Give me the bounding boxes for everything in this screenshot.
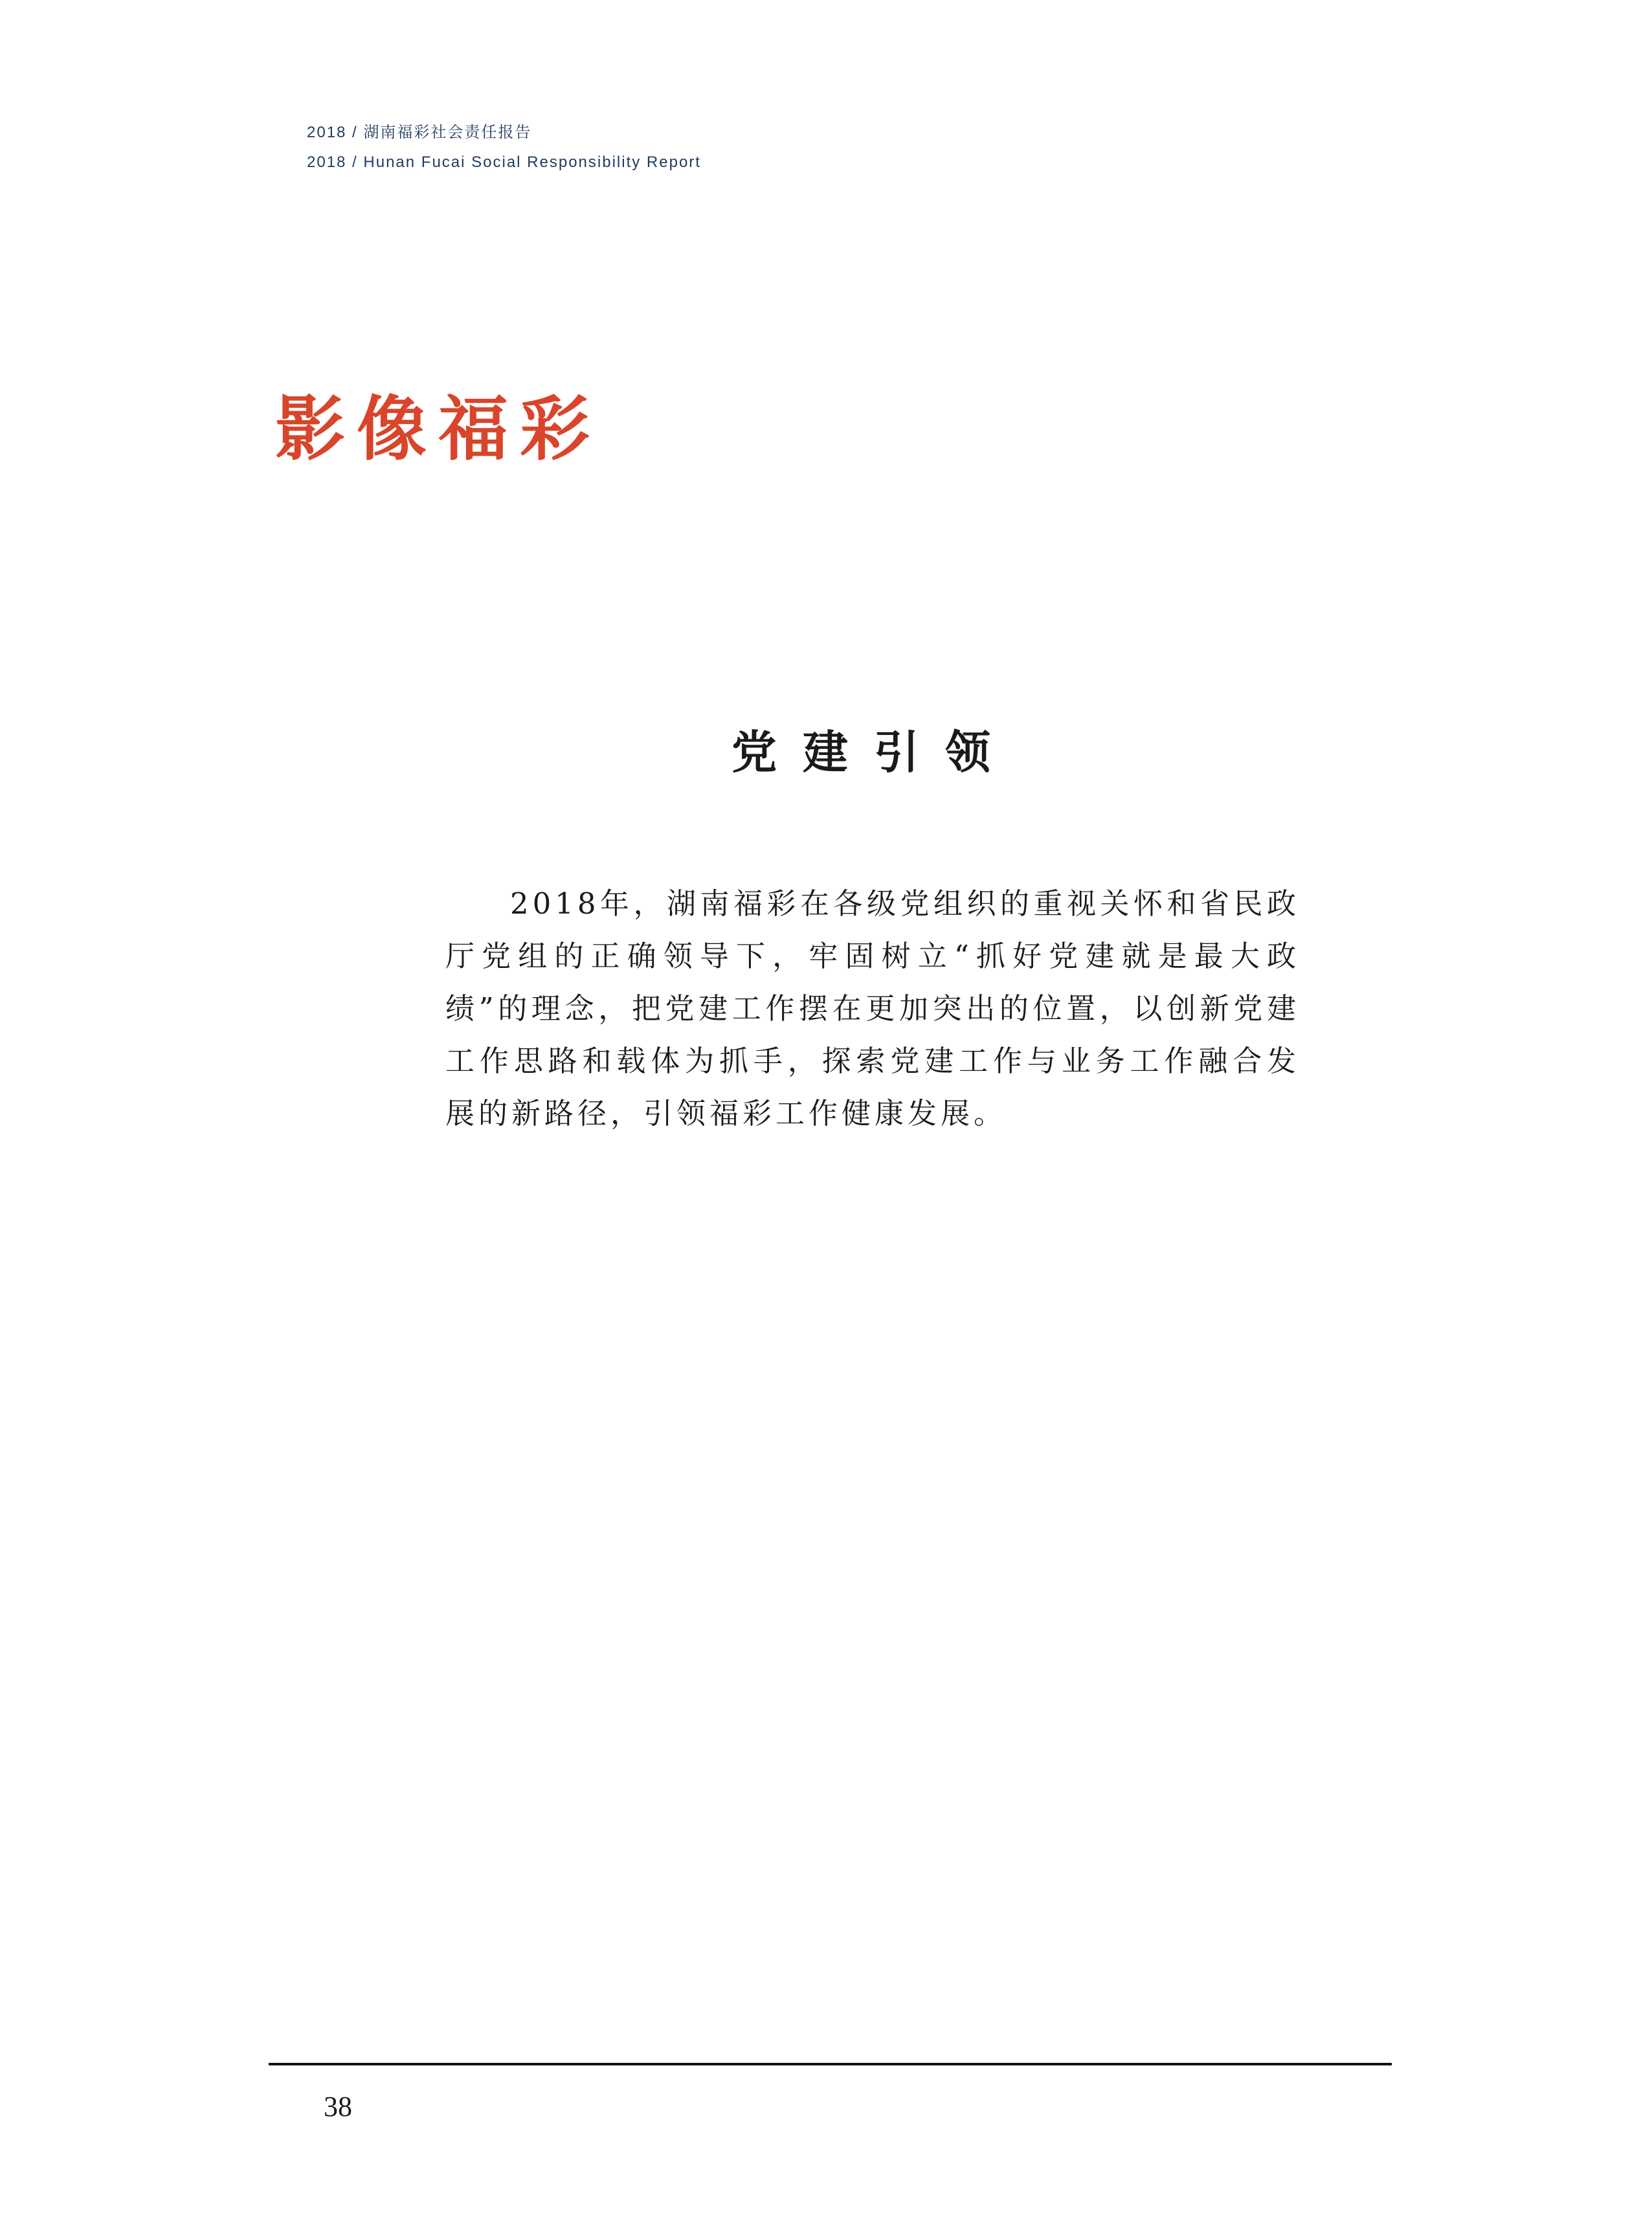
page-number: 38 — [324, 2091, 352, 2122]
body-paragraph: 2018年，湖南福彩在各级党组织的重视关怀和省民政厅党组的正确领导下，牢固树立“抓好党建就是最大政绩”的理念，把党建工作摆在更加突出的位置，以创新党建工作思路和载体为抓手，探索党建工作与业务工作融合发展的新路径，引领福彩工作健康发展。 — [445, 886, 1300, 1130]
subtitle: 党建引领 — [731, 726, 1016, 779]
header-line-english: 2018 / Hunan Fucai Social Responsibility Report — [307, 153, 701, 171]
footer-divider — [269, 2063, 1392, 2065]
header-line-chinese: 2018 / 湖南福彩社会责任报告 — [307, 124, 532, 141]
running-header — [307, 118, 701, 177]
section-title: 影像福彩 — [275, 389, 602, 470]
